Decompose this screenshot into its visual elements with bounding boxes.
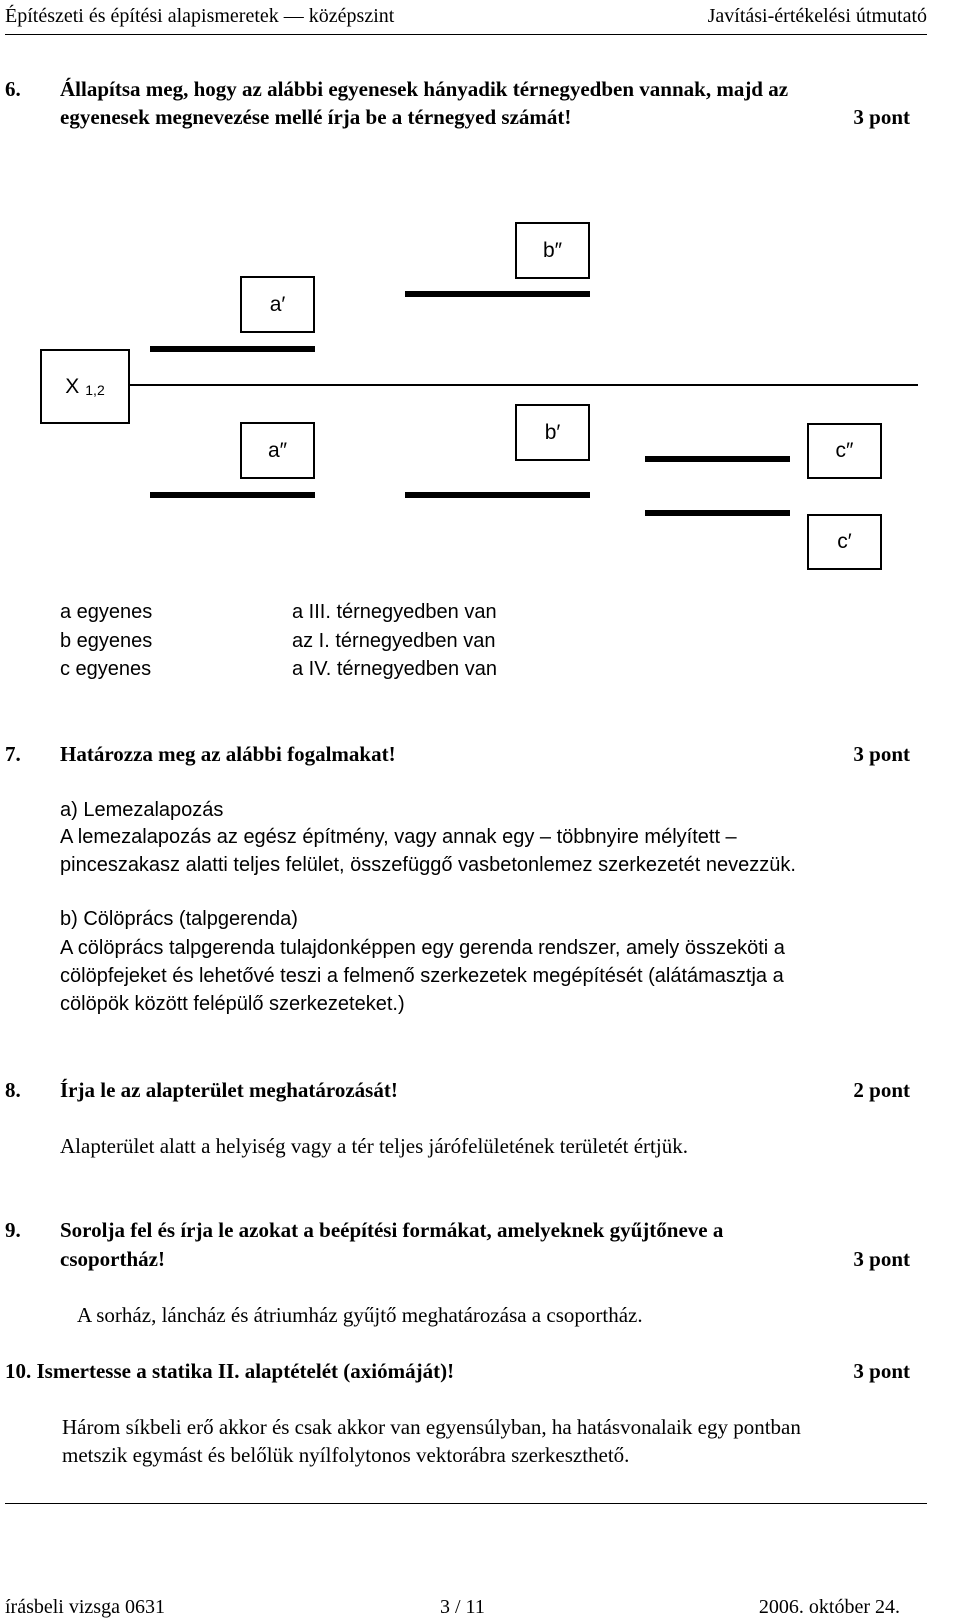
axis-label: X [65,374,80,398]
label-c-double-prime: c″ [807,423,882,479]
q8-title: Írja le az alapterület meghatározását! [60,1078,398,1102]
answer-b-value: az I. térnegyedben van [292,630,496,652]
page-number: 3 / 11 [440,1596,485,1618]
q10-answer-line1: Három síkbeli erő akkor és csak akkor van egyensúlyban, ha hatásvonalaik egy pontban [62,1415,801,1439]
q7-b-line2: cölöpfejeket és lehetővé teszi a felmenő szerkezetek megépítését (alátámasztja a [60,965,784,987]
label-a-double-prime: a″ [240,422,315,479]
q7-a-line1: A lemezalapozás az egész építmény, vagy annak egy – többnyire mélyített – [60,826,737,848]
q8-number: 8. [5,1078,21,1102]
q6-points: 3 pont [853,105,910,129]
label-b-prime: b′ [515,404,590,461]
line-b-prime [405,492,590,498]
answer-a-name: a egyenes [60,601,153,623]
q7-title: Határozza meg az alábbi fogalmakat! [60,742,396,766]
line-c-prime [645,510,790,516]
axis-label-box [40,349,130,424]
answer-c-value: a IV. térnegyedben van [292,658,497,680]
label-a-prime: a′ [240,276,315,333]
q7-a-title: a) Lemezalapozás [60,799,224,821]
q6-number: 6. [5,77,21,101]
q9-points: 3 pont [853,1247,910,1271]
axis-subscript: 1,2 [85,381,105,398]
q7-b-line1: A cölöprács talpgerenda tulajdonképpen egy gerenda rendszer, amely összeköti a [60,937,785,959]
line-a-prime [150,346,315,352]
q10-title: 10. Ismertesse a statika II. alaptételét (axiómáját)! [5,1359,455,1383]
q6-text-line2: egyenesek megnevezése mellé írja be a térnegyed számát! [60,105,572,129]
q9-text-line2: csoportház! [60,1247,165,1271]
q7-a-line2: pinceszakasz alatti teljes felület, összefüggő vasbetonlemez szerkezetét nevezzük. [60,854,796,876]
q7-b-title: b) Cölöprács (talpgerenda) [60,908,298,930]
axis-line [128,384,918,386]
label-b-double-prime: b″ [515,222,590,279]
footer-divider [5,1503,927,1504]
q7-points: 3 pont [853,742,910,766]
q8-points: 2 pont [853,1078,910,1102]
header-right: Javítási-értékelési útmutató [707,5,927,27]
q9-answer: A sorház, láncház és átriumház gyűjtő meghatározása a csoportház. [77,1303,643,1327]
line-b-double-prime [405,291,590,297]
q9-text-line1: Sorolja fel és írja le azokat a beépítési formákat, amelyeknek gyűjtőneve a [60,1218,724,1242]
answer-b-name: b egyenes [60,630,153,652]
q7-b-line3: cölöpök között felépülő szerkezeteket.) [60,993,405,1015]
q9-number: 9. [5,1218,21,1242]
footer-date: 2006. október 24. [758,1596,900,1618]
header-left: Építészeti és építési alapismeretek — középszint [5,5,395,27]
answer-c-name: c egyenes [60,658,152,680]
q10-answer-line2: metszik egymást és belőlük nyílfolytonos vektorábra szerkeszthető. [62,1443,630,1467]
label-c-prime: c′ [807,514,882,570]
line-c-double-prime [645,456,790,462]
footer-left: írásbeli vizsga 0631 [5,1596,165,1618]
q6-text-line1: Állapítsa meg, hogy az alábbi egyenesek hányadik térnegyedben vannak, majd az [60,77,789,101]
q8-answer: Alapterület alatt a helyiség vagy a tér teljes járófelületének területét értjük. [60,1134,688,1158]
q10-points: 3 pont [853,1359,910,1383]
q7-number: 7. [5,742,21,766]
answer-a-value: a III. térnegyedben van [292,601,497,623]
line-a-double-prime [150,492,315,498]
header-divider [5,34,927,35]
